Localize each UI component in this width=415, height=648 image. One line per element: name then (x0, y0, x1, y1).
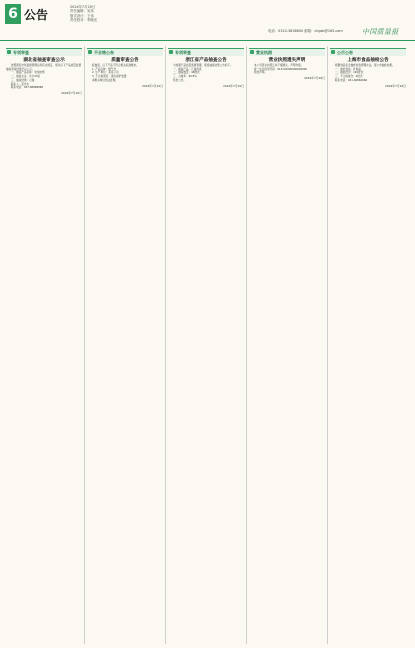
section-marker-icon (88, 50, 92, 54)
notice-paragraph: 三、合格率：95.8% (173, 75, 197, 79)
notice-paragraph: 特此公告。 (173, 78, 186, 82)
masthead-meta (70, 5, 97, 23)
notice-date: 2024年7月12日 (142, 83, 163, 88)
notice-title: 上海市食品抽检公告 (347, 58, 389, 63)
section-label (87, 48, 163, 56)
notice-date: 2024年7月10日 (61, 90, 82, 95)
notice-paragraph: 联系人：张先生 (11, 82, 30, 86)
notice-paragraph: 2. 生产单位：某某公司 (92, 71, 119, 75)
contact-info: 电话：0310-3836600 邮箱：chgsb@163.com (268, 29, 343, 33)
notice-paragraph: 统一社会信用代码：913101000000000000 (254, 67, 308, 71)
section-label (330, 48, 406, 56)
notice-paragraph: 一、抽查产品：儿童玩具 (173, 67, 202, 71)
notice-paragraph: 二、抽查数量：48批次 (173, 71, 200, 75)
masthead (0, 0, 415, 41)
text-column (87, 46, 163, 644)
section-marker-icon (331, 50, 335, 54)
notice-paragraph: 三、不合格批次：2批次 (335, 75, 363, 79)
notice-paragraph: 1. 产品名称：燃气灶 (92, 67, 117, 71)
notice-paragraph: 联系电话：027-88888888 (11, 86, 44, 90)
notice-title: 湖北省抽查审查公示 (23, 58, 65, 63)
text-column (330, 46, 406, 644)
newspaper-logo: 中国质量报 (362, 28, 399, 36)
notice-date: 2024年7月18日 (304, 76, 325, 81)
meta-line: 责任编辑：吴玮 (70, 9, 94, 14)
section-marker-icon (7, 50, 11, 54)
notice-date: 2024年7月19日 (385, 83, 406, 88)
section-marker-icon (250, 50, 254, 54)
notice-title: 营业执照遗失声明 (268, 58, 306, 63)
notice-paragraph: 二、抽检批次：120批次 (335, 71, 364, 75)
text-column (168, 46, 244, 644)
column-divider (246, 46, 247, 644)
text-column (6, 46, 82, 644)
section-label (249, 48, 325, 56)
notice-paragraph: 请相关单位依法处理。 (92, 78, 118, 82)
notice-paragraph: 联系电话：021-66666666 (335, 78, 368, 82)
notice-paragraph: 为加强产品质量监督管理，现将抽查结果公告如下。 (173, 64, 233, 67)
notice-date: 2024年7月15日 (223, 83, 244, 88)
meta-line: 责任校对：李晓光 (70, 18, 98, 23)
notice-paragraph: 按照国家市场监督管理总局有关规定，现对以下产品质量监督抽查审查结果予以公示。 (6, 64, 82, 71)
notice-paragraph: 二、抽查企业：共计25家 (11, 75, 41, 79)
section-label-text: 专项审查 (175, 50, 191, 55)
notice-paragraph: 经抽查，以下产品不符合相关标准要求。 (92, 64, 139, 67)
page-number: 6 (5, 4, 21, 24)
section-label-text: 公示公告 (337, 50, 353, 55)
column-divider (327, 46, 328, 644)
notice-paragraph: 一、抽检食品：乳制品 (335, 67, 361, 71)
notice-title: 质量审查公告 (111, 58, 139, 63)
section-label (168, 48, 244, 56)
notice-paragraph: 一、抽查产品名称：电线电缆 (11, 71, 45, 75)
section-label (6, 48, 82, 56)
section-marker-icon (169, 50, 173, 54)
column-divider (165, 46, 166, 644)
notice-paragraph: 本公司营业执照正本不慎遗失，声明作废。 (254, 64, 304, 67)
section-label-text: 营业执照 (256, 50, 272, 55)
meta-line: 版式设计：王伟 (70, 13, 94, 18)
section-title: 公告 (24, 8, 49, 22)
section-label-text: 专项审查 (13, 50, 29, 55)
notice-title: 浙江省产品抽查公告 (185, 58, 227, 63)
notice-paragraph: 3. 不合格项目：熄火保护装置 (92, 75, 127, 79)
section-label-text: 不合格公告 (94, 50, 114, 55)
column-divider (84, 46, 85, 644)
text-column (249, 46, 325, 644)
notice-paragraph: 三、抽查结果：合格 (11, 78, 35, 82)
notice-paragraph: 特此声明。 (254, 71, 267, 75)
meta-line: 2024年7月20日 (70, 5, 96, 9)
notice-paragraph: 根据食品安全抽样检验管理办法，现公布抽检结果。 (335, 64, 395, 67)
